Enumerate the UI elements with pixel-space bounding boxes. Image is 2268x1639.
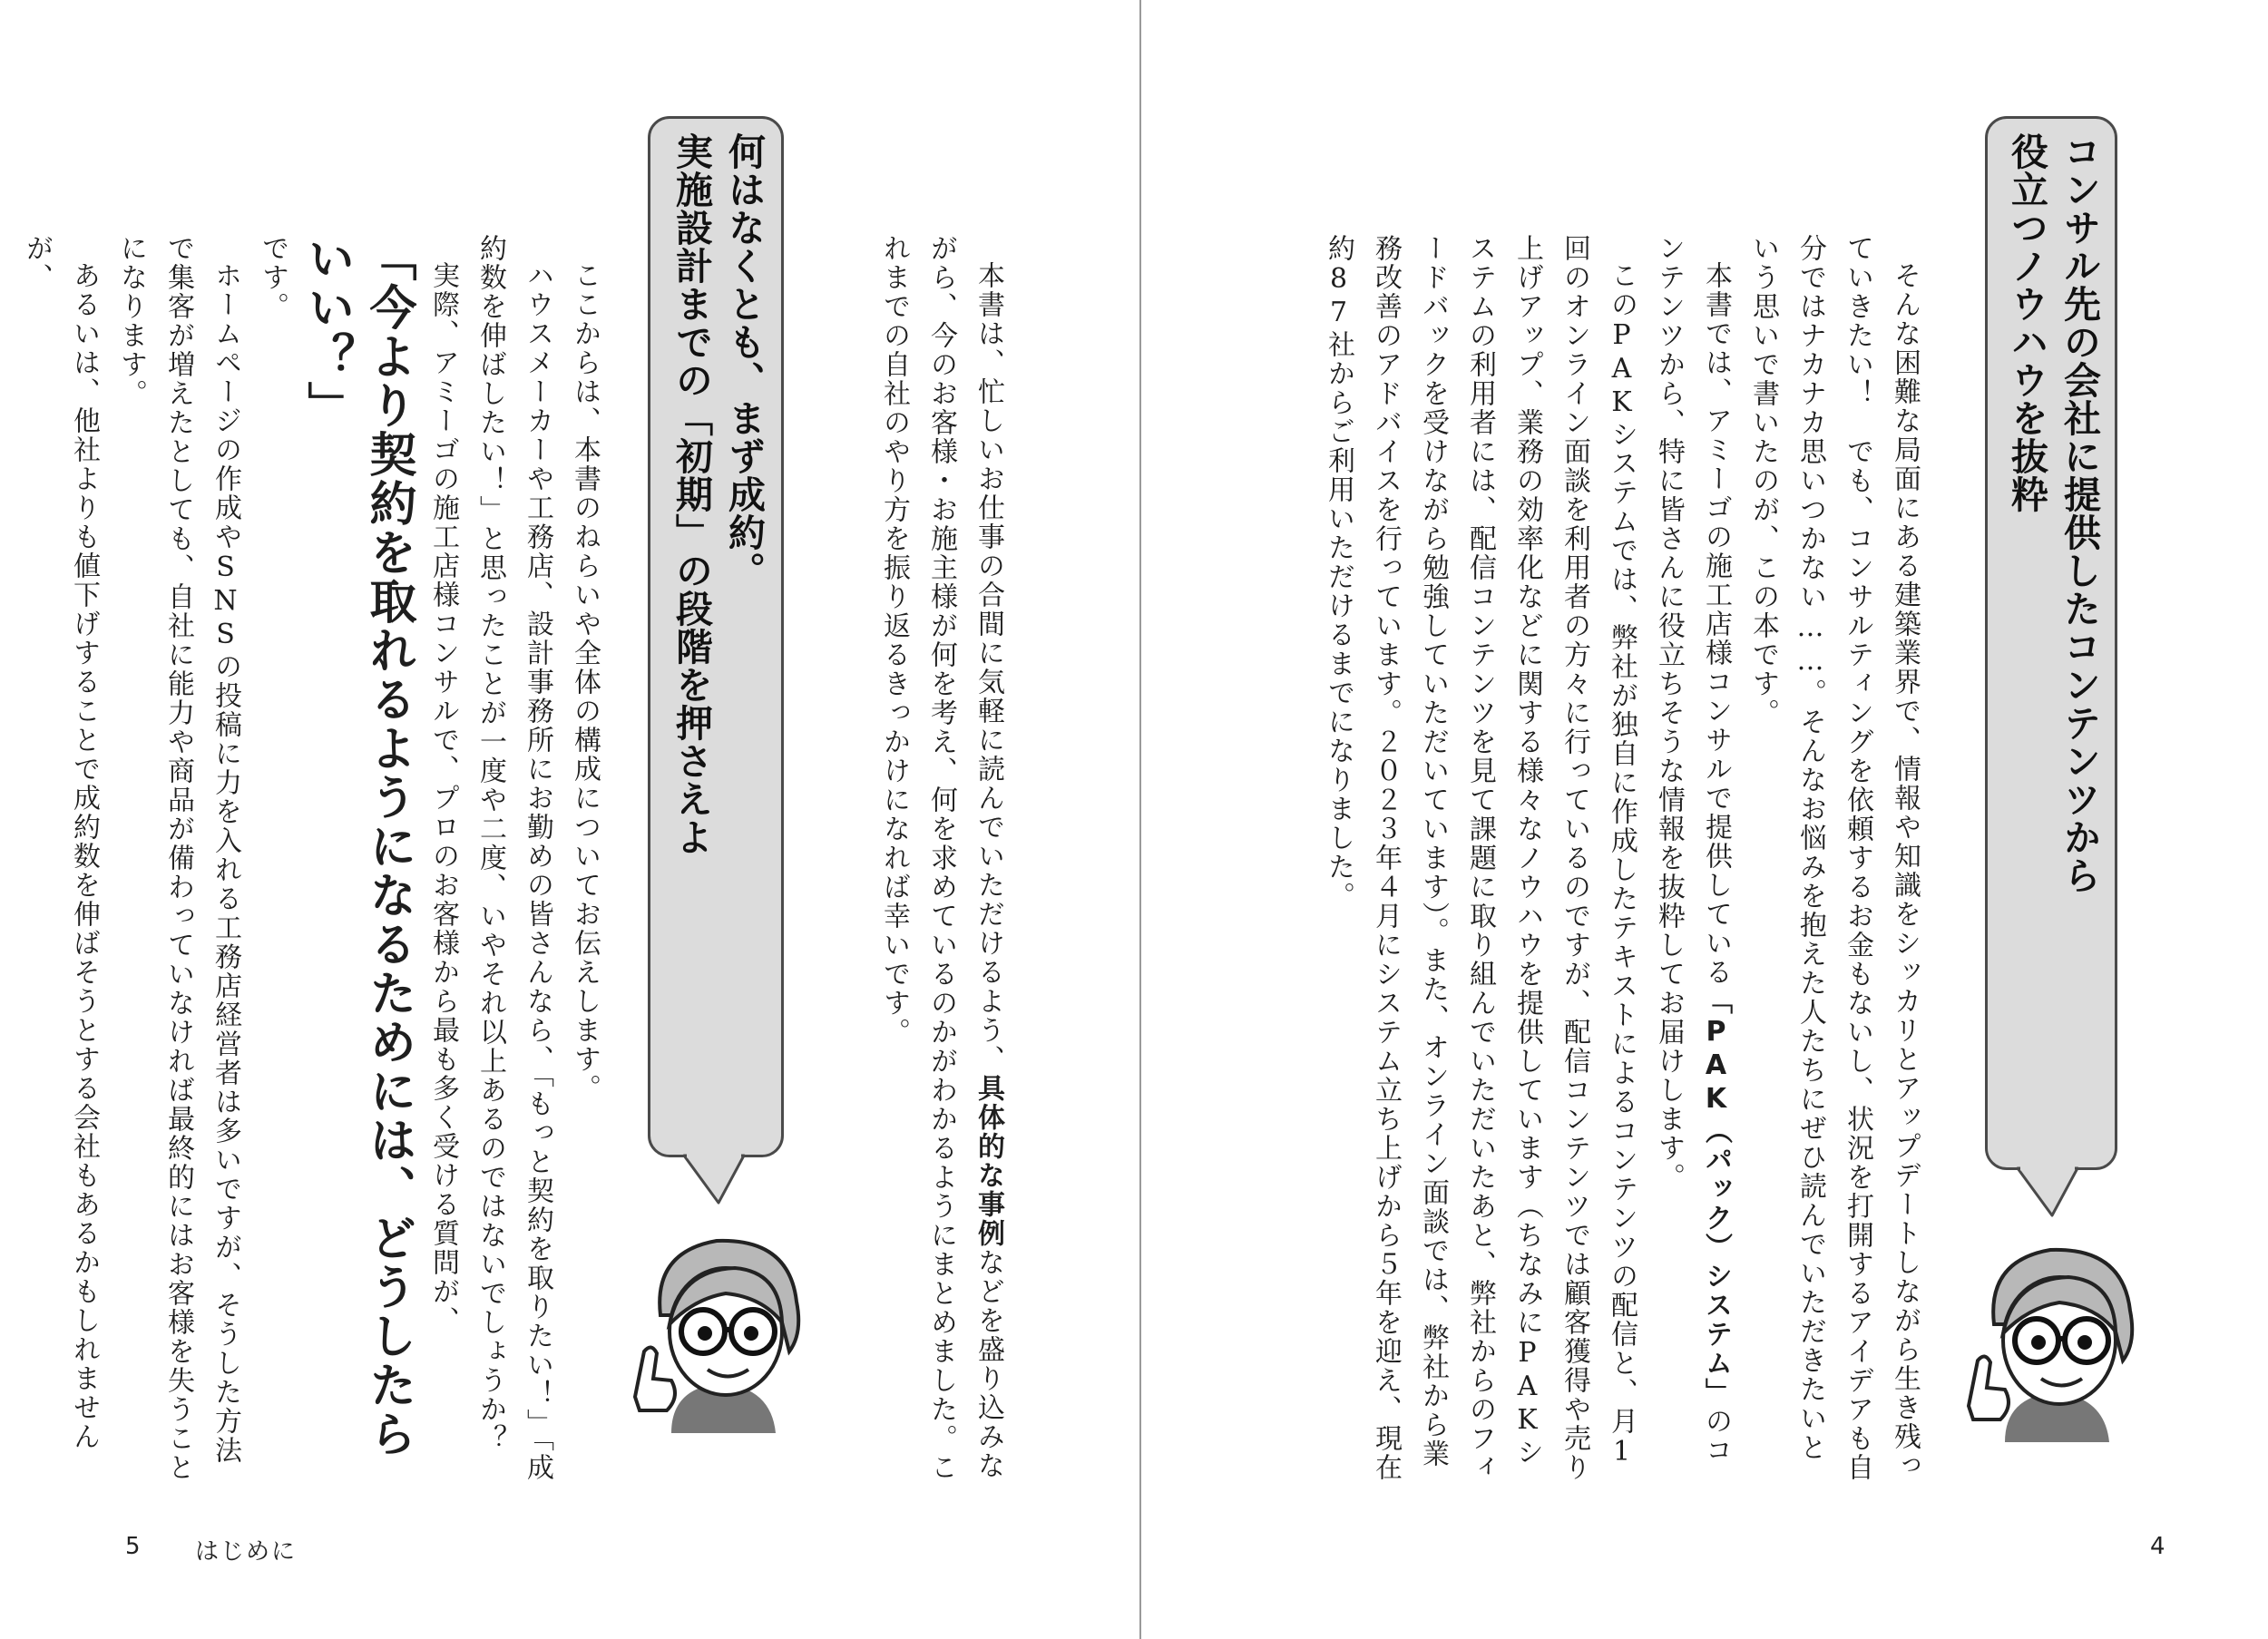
left-para-2: ここからは、本書のねらいや全体の構成についてお伝えします。 xyxy=(569,261,601,1103)
left-intro-end: などを盛り込みながら、今のお客様・お施主様が何を考え、何を求めているのかがわかるようにまとめました。これまでの自社のやり方を振り返るきっかけになれば幸いです。 xyxy=(878,234,1004,1482)
consultant-avatar-icon xyxy=(617,1215,826,1433)
left-intro-start: 本書は、忙しいお仕事の合間に気軽に読んでいただけるよう、 xyxy=(973,261,1004,1074)
right-heading-line2: 役立つノウハウを抜粋 xyxy=(2005,132,2048,513)
right-bubble-tail xyxy=(2016,1166,2079,1221)
right-para-1: そんな困難な局面にある建築業界で、情報や知識をシッカリとアップデートしながら生き残っていきたい！ でも、コンサルティングを依頼するお金もないし、状況を打開するアイデアも自分ではナカナカ思いつかない……。そんなお悩みを抱えた人たちにぜひ読んでいただきたいという思いで書いたのが、この本です。 xyxy=(1747,234,1921,1482)
right-para-2 xyxy=(1645,234,1739,1490)
right-page-number: 4 xyxy=(2150,1533,2165,1560)
left-para-4: 実際、アミーゴの施工店様コンサルで、プロのお客様から最も多く受ける質問が、 xyxy=(427,261,459,1335)
left-bubble-tail xyxy=(682,1154,746,1208)
consultant-avatar-icon xyxy=(1950,1224,2159,1442)
left-intro-text xyxy=(848,234,1012,1490)
left-heading-line1: 何はなくとも、まず成約。 xyxy=(722,132,766,590)
right-para-2-end: のコンテンツから、特に皆さんに役立ちそうな情報を抜粋してお届けします。 xyxy=(1653,234,1732,1465)
page-gutter xyxy=(1139,0,1141,1639)
left-body-text xyxy=(21,234,608,1490)
left-heading xyxy=(665,132,770,1139)
right-heading-line1: コンサル先の会社に提供したコンテンツから xyxy=(2058,132,2101,894)
right-heading xyxy=(2000,132,2106,1157)
running-head: はじめに xyxy=(195,1538,298,1566)
key-question-highlight: 「今より契約を取れるようになるためには、どうしたらいい？」 xyxy=(299,234,415,1459)
left-para-6: あるいは、他社よりも値下げすることで成約数を伸ばそうとする会社もあるかもしれませんが、 xyxy=(21,234,100,1451)
left-para-5: ホームページの作成やSNSの投稿に力を入れる工務店経営者は多いですが、そうした方法で集客が増えたとしても、自社に能力や商品が備わっていなければ最終的にはお客様を失うことになります。 xyxy=(115,234,241,1482)
right-body-text xyxy=(1302,234,1928,1490)
left-heading-line2: 実施設計までの「初期」の段階を押さえよ xyxy=(670,132,713,856)
left-page-number: 5 xyxy=(125,1533,141,1560)
left-para-3: ハウスメーカーや工務店、設計事務所にお勤めの皆さんなら、「もっと契約を取りたい！」「成約数を伸ばしたい！」と思ったことが一度や二度、いやそれ以上あるのではないでしょうか？ xyxy=(474,234,553,1482)
pak-system-term: 「PAK（パック）システム」 xyxy=(1700,987,1732,1407)
concrete-examples-term: 具体的な事例 xyxy=(973,1074,1004,1248)
left-intro-para xyxy=(870,234,1012,1490)
right-para-3: このPAKシステムでは、弊社が独自に作成したテキストによるコンテンツの配信と、月1回のオンライン面談を利用者の方々に行っているのですが、配信コンテンツでは顧客獲得や売り上げアップ、業務の効率化などに関する様々なノウハウを提供しています（ちなみにPAKシステムの利用者には、配信コンテンツを見て課題に取り組んでいただいたあと、弊社からのフィードバックを受けながら勉強していただいています）。また、オンライン面談では、弊社から業務改善のアドバイスを行っています。２０２３年４月にシステム立ち上げから５年を迎え、現在約87社からご利用いただけるまでになりました。 xyxy=(1323,234,1637,1482)
right-para-2-start: 本書では、アミーゴの施工店様コンサルで提供している xyxy=(1700,261,1732,987)
left-para-4-end: です。 xyxy=(257,234,288,321)
